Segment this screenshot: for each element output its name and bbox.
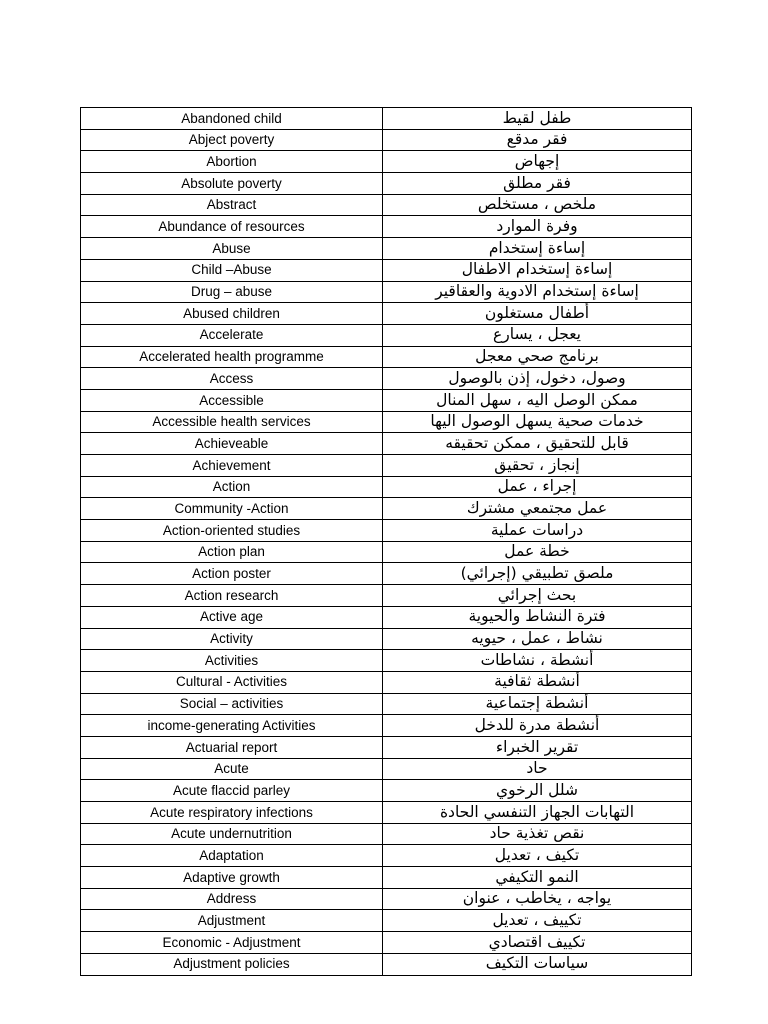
table-row (81, 259, 692, 281)
english-term-cell: Absolute poverty (81, 173, 383, 195)
table-row (81, 888, 692, 910)
english-term-cell: Acute (81, 758, 383, 780)
english-term-cell: Cultural - Activities (81, 671, 383, 693)
arabic-translation-cell: أطفال مستغلون (383, 303, 692, 325)
arabic-translation-cell: التهابات الجهاز التنفسي الحادة (383, 802, 692, 824)
arabic-translation-cell: خدمات صحية يسهل الوصول اليها (383, 411, 692, 433)
arabic-translation-cell: سياسات التكيف (383, 953, 692, 975)
english-term-cell: Abundance of resources (81, 216, 383, 238)
english-term-cell: Activity (81, 628, 383, 650)
arabic-translation-cell: قابل للتحقيق ، ممكن تحقيقه (383, 433, 692, 455)
table-row (81, 173, 692, 195)
arabic-translation-cell: طفل لقيط (383, 108, 692, 130)
table-row (81, 910, 692, 932)
table-row (81, 346, 692, 368)
arabic-translation-cell: أنشطة ثقافية (383, 671, 692, 693)
table-row (81, 216, 692, 238)
english-term-cell: Address (81, 888, 383, 910)
arabic-translation-cell: وفرة الموارد (383, 216, 692, 238)
arabic-translation-cell: يعجل ، يسارع (383, 324, 692, 346)
english-term-cell: Community -Action (81, 498, 383, 520)
table-row (81, 389, 692, 411)
table-row (81, 563, 692, 585)
table-row (81, 455, 692, 477)
english-term-cell: Abortion (81, 151, 383, 173)
arabic-translation-cell: حاد (383, 758, 692, 780)
arabic-translation-cell: شلل الرخوي (383, 780, 692, 802)
english-term-cell: Acute flaccid parley (81, 780, 383, 802)
arabic-translation-cell: نشاط ، عمل ، حيويه (383, 628, 692, 650)
table-row (81, 281, 692, 303)
english-term-cell: income-generating Activities (81, 715, 383, 737)
arabic-translation-cell: يواجه ، يخاطب ، عنوان (383, 888, 692, 910)
arabic-translation-cell: تكييف ، تعديل (383, 910, 692, 932)
table-row (81, 108, 692, 130)
english-term-cell: Action research (81, 585, 383, 607)
arabic-translation-cell: نقص تغذية حاد (383, 823, 692, 845)
english-term-cell: Adaptive growth (81, 867, 383, 889)
english-term-cell: Economic - Adjustment (81, 932, 383, 954)
table-row (81, 498, 692, 520)
arabic-translation-cell: إساءة إستخدام (383, 238, 692, 260)
english-term-cell: Social – activities (81, 693, 383, 715)
table-row (81, 823, 692, 845)
table-row (81, 845, 692, 867)
table-row (81, 194, 692, 216)
table-row (81, 628, 692, 650)
english-term-cell: Accessible health services (81, 411, 383, 433)
english-term-cell: Action plan (81, 541, 383, 563)
english-term-cell: Accelerated health programme (81, 346, 383, 368)
arabic-translation-cell: ملخص ، مستخلص (383, 194, 692, 216)
arabic-translation-cell: إساءة إستخدام الادوية والعقاقير (383, 281, 692, 303)
table-row (81, 736, 692, 758)
english-term-cell: Drug – abuse (81, 281, 383, 303)
arabic-translation-cell: برنامج صحي معجل (383, 346, 692, 368)
table-row (81, 476, 692, 498)
table-row (81, 780, 692, 802)
arabic-translation-cell: فترة النشاط والحيوية (383, 606, 692, 628)
table-row (81, 541, 692, 563)
table-row (81, 650, 692, 672)
table-row (81, 411, 692, 433)
table-row (81, 802, 692, 824)
english-term-cell: Adjustment policies (81, 953, 383, 975)
table-row (81, 606, 692, 628)
english-term-cell: Accelerate (81, 324, 383, 346)
english-term-cell: Adjustment (81, 910, 383, 932)
arabic-translation-cell: فقر مطلق (383, 173, 692, 195)
table-row (81, 151, 692, 173)
english-term-cell: Access (81, 368, 383, 390)
arabic-translation-cell: تقرير الخبراء (383, 736, 692, 758)
arabic-translation-cell: دراسات عملية (383, 520, 692, 542)
glossary-table-body (81, 108, 692, 976)
arabic-translation-cell: بحث إجرائي (383, 585, 692, 607)
english-term-cell: Abstract (81, 194, 383, 216)
table-row (81, 671, 692, 693)
english-term-cell: Abject poverty (81, 129, 383, 151)
arabic-translation-cell: أنشطة ، نشاطات (383, 650, 692, 672)
english-term-cell: Acute respiratory infections (81, 802, 383, 824)
arabic-translation-cell: إساءة إستخدام الاطفال (383, 259, 692, 281)
table-row (81, 238, 692, 260)
english-term-cell: Actuarial report (81, 736, 383, 758)
arabic-translation-cell: النمو التكيفي (383, 867, 692, 889)
table-row (81, 303, 692, 325)
english-term-cell: Activities (81, 650, 383, 672)
arabic-translation-cell: خطة عمل (383, 541, 692, 563)
arabic-translation-cell: تكييف اقتصادي (383, 932, 692, 954)
english-term-cell: Action (81, 476, 383, 498)
english-term-cell: Accessible (81, 389, 383, 411)
arabic-translation-cell: أنشطة إجتماعية (383, 693, 692, 715)
english-term-cell: Adaptation (81, 845, 383, 867)
table-row (81, 932, 692, 954)
english-term-cell: Active age (81, 606, 383, 628)
english-term-cell: Achieveable (81, 433, 383, 455)
table-row (81, 433, 692, 455)
arabic-translation-cell: وصول، دخول، إذن بالوصول (383, 368, 692, 390)
table-row (81, 129, 692, 151)
arabic-translation-cell: أنشطة مدرة للدخل (383, 715, 692, 737)
english-term-cell: Abandoned child (81, 108, 383, 130)
english-term-cell: Abuse (81, 238, 383, 260)
table-row (81, 758, 692, 780)
table-row (81, 585, 692, 607)
english-term-cell: Action-oriented studies (81, 520, 383, 542)
table-row (81, 953, 692, 975)
table-row (81, 368, 692, 390)
table-row (81, 867, 692, 889)
table-row (81, 520, 692, 542)
arabic-translation-cell: إجهاض (383, 151, 692, 173)
arabic-translation-cell: إنجاز ، تحقيق (383, 455, 692, 477)
arabic-translation-cell: ملصق تطبيقي (إجرائي) (383, 563, 692, 585)
arabic-translation-cell: ممكن الوصل اليه ، سهل المنال (383, 389, 692, 411)
english-term-cell: Child –Abuse (81, 259, 383, 281)
english-term-cell: Acute undernutrition (81, 823, 383, 845)
english-term-cell: Achievement (81, 455, 383, 477)
table-row (81, 715, 692, 737)
glossary-table (80, 107, 692, 976)
arabic-translation-cell: عمل مجتمعي مشترك (383, 498, 692, 520)
table-row (81, 324, 692, 346)
arabic-translation-cell: فقر مدقع (383, 129, 692, 151)
arabic-translation-cell: تكيف ، تعديل (383, 845, 692, 867)
english-term-cell: Action poster (81, 563, 383, 585)
table-row (81, 693, 692, 715)
arabic-translation-cell: إجراء ، عمل (383, 476, 692, 498)
english-term-cell: Abused children (81, 303, 383, 325)
